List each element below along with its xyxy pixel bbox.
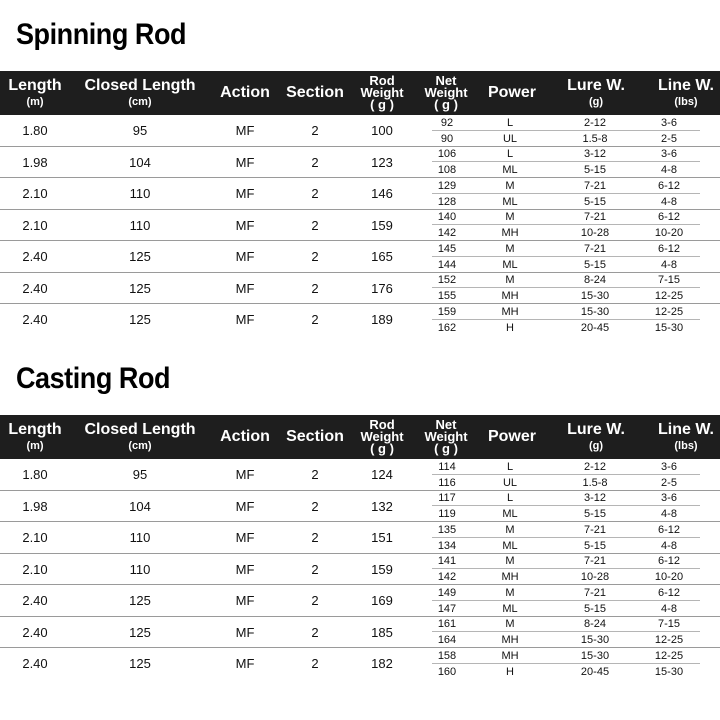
rod-weight-cell: 159: [371, 217, 393, 233]
net-weight-cell: 160: [437, 665, 457, 678]
power-cell: ML: [502, 195, 518, 208]
lure-weight-cell: 8-24: [583, 618, 607, 631]
line-weight-cell: 3-6: [661, 116, 677, 129]
variant-row: [428, 491, 700, 507]
power-cell: MH: [501, 649, 519, 662]
action-cell: MF: [235, 656, 255, 672]
length-cell: 2.40: [22, 656, 48, 672]
net-weight-cell: 147: [437, 602, 457, 615]
header-section: [280, 71, 350, 115]
section-cell: 2: [311, 624, 319, 640]
net-weight-cell: 108: [437, 164, 457, 177]
closed-length-cell: 125: [129, 249, 151, 265]
lure-weight-cell: 8-24: [583, 274, 607, 287]
net-weight-cell: 106: [437, 148, 457, 161]
lure-weight-cell: 15-30: [580, 305, 610, 318]
variant-row: [428, 241, 700, 257]
casting-rod-table: [0, 415, 720, 680]
header-rod-weight-text-1: Rod: [369, 73, 395, 88]
header-rod-weight-text-3: ( g ): [370, 441, 394, 456]
closed-length-cell: 110: [129, 530, 151, 546]
header-power: [478, 71, 546, 115]
table-row: [0, 585, 720, 617]
rod-weight-cell: 185: [371, 624, 393, 640]
length-cell: 2.40: [22, 593, 48, 609]
header-length-text-2: (m): [26, 96, 44, 108]
lure-weight-cell: 7-21: [583, 555, 607, 568]
lure-weight-cell: 5-15: [583, 164, 607, 177]
header-line-weight-text-1: Line W.: [658, 77, 714, 94]
line-weight-cell: 4-8: [661, 164, 677, 177]
line-weight-cell: 6-12: [657, 523, 681, 536]
table-body: [0, 459, 720, 680]
lure-weight-cell: 2-12: [583, 460, 607, 473]
lure-weight-cell: 10-28: [580, 571, 610, 584]
line-weight-cell: 2-5: [661, 132, 677, 145]
rod-weight-cell: 100: [371, 123, 393, 139]
net-weight-cell: 159: [437, 305, 457, 318]
variant-row: [428, 210, 700, 226]
line-weight-cell: 6-12: [657, 242, 681, 255]
header-lure-weight-text-1: Lure W.: [567, 421, 625, 438]
header-closed-length: [78, 71, 202, 115]
header-length-text-1: Length: [8, 421, 62, 438]
variant-row: [428, 648, 700, 664]
net-weight-cell: 142: [437, 227, 457, 240]
section-cell: 2: [311, 467, 319, 483]
header-power-text-1: Power: [487, 84, 536, 101]
section-cell: 2: [311, 656, 319, 672]
line-weight-cell: 6-12: [657, 211, 681, 224]
length-cell: 1.98: [22, 498, 48, 514]
header-lure-weight: [548, 415, 644, 459]
lure-weight-cell: 7-21: [583, 179, 607, 192]
header-net-weight: [414, 415, 478, 459]
header-action-text-1: Action: [220, 84, 270, 101]
header-closed-length-text-2: (cm): [128, 440, 152, 452]
header-line-weight-text-1: Line W.: [658, 421, 714, 438]
power-cell: ML: [502, 508, 518, 521]
power-cell: M: [505, 618, 515, 631]
lure-weight-cell: 5-15: [583, 258, 607, 271]
variant-row: [428, 147, 700, 163]
power-cell: MH: [501, 290, 519, 303]
header-net-weight-text-1: Net: [435, 417, 457, 432]
header-lure-weight-text-2: (g): [588, 440, 604, 452]
power-cell: L: [506, 492, 514, 505]
rod-weight-cell: 159: [371, 561, 393, 577]
power-cell: L: [506, 460, 514, 473]
variant-row: [428, 162, 700, 178]
action-cell: MF: [235, 593, 255, 609]
header-rod-weight: [350, 71, 414, 115]
table-header: [0, 415, 720, 459]
rod-weight-cell: 124: [371, 467, 393, 483]
closed-length-cell: 95: [132, 467, 148, 483]
closed-length-cell: 125: [129, 624, 151, 640]
net-weight-cell: 158: [437, 649, 457, 662]
header-rod-weight: [350, 415, 414, 459]
power-cell: ML: [502, 258, 518, 271]
action-cell: MF: [235, 249, 255, 265]
net-weight-cell: 149: [437, 586, 457, 599]
action-cell: MF: [235, 154, 255, 170]
action-cell: MF: [235, 467, 255, 483]
length-cell: 2.40: [22, 624, 48, 640]
line-weight-cell: 12-25: [654, 649, 684, 662]
table-row: [0, 459, 720, 491]
power-cell: MH: [501, 634, 519, 647]
closed-length-cell: 125: [129, 656, 151, 672]
table-row: [0, 522, 720, 554]
header-line-weight: [652, 415, 720, 459]
table-row: [0, 554, 720, 586]
variant-row: [428, 569, 700, 585]
lure-weight-cell: 1.5-8: [582, 476, 608, 489]
net-weight-cell: 145: [437, 242, 457, 255]
line-weight-cell: 3-6: [661, 492, 677, 505]
table-row: [0, 617, 720, 649]
net-weight-cell: 128: [437, 195, 457, 208]
power-cell: UL: [502, 132, 518, 145]
variant-row: [428, 288, 700, 304]
header-lure-weight-text-1: Lure W.: [567, 77, 625, 94]
header-closed-length-text-1: Closed Length: [84, 421, 196, 438]
line-weight-cell: 15-30: [654, 665, 684, 678]
variant-row: [428, 538, 700, 554]
power-cell: MH: [501, 571, 519, 584]
variant-row: [428, 320, 700, 336]
action-cell: MF: [235, 280, 255, 296]
closed-length-cell: 110: [129, 186, 151, 202]
line-weight-cell: 4-8: [661, 602, 677, 615]
length-cell: 2.10: [22, 561, 48, 577]
header-section: [280, 415, 350, 459]
rod-weight-cell: 132: [371, 498, 393, 514]
net-weight-cell: 164: [437, 634, 457, 647]
line-weight-cell: 6-12: [657, 586, 681, 599]
net-weight-cell: 155: [437, 290, 457, 303]
action-cell: MF: [235, 530, 255, 546]
variant-row: [428, 131, 700, 147]
section-cell: 2: [311, 561, 319, 577]
length-cell: 2.10: [22, 217, 48, 233]
header-closed-length-text-1: Closed Length: [84, 77, 196, 94]
header-rod-weight-text-2: Weight: [360, 429, 404, 444]
lure-weight-cell: 2-12: [583, 116, 607, 129]
variant-row: [428, 273, 700, 289]
variant-row: [428, 194, 700, 210]
length-cell: 2.10: [22, 530, 48, 546]
line-weight-cell: 10-20: [654, 571, 684, 584]
power-cell: L: [506, 148, 514, 161]
table-row: [0, 304, 720, 336]
lure-weight-cell: 5-15: [583, 508, 607, 521]
lure-weight-cell: 15-30: [580, 649, 610, 662]
header-action: [204, 415, 286, 459]
header-rod-weight-text-2: Weight: [360, 85, 404, 100]
header-length-text-1: Length: [8, 77, 62, 94]
lure-weight-cell: 5-15: [583, 195, 607, 208]
variant-row: [428, 601, 700, 617]
header-lure-weight-text-2: (g): [588, 96, 604, 108]
lure-weight-cell: 15-30: [580, 634, 610, 647]
header-length: [0, 71, 70, 115]
table-header: [0, 71, 720, 115]
net-weight-cell: 117: [438, 492, 456, 505]
table-row: [0, 273, 720, 305]
table-row: [0, 147, 720, 179]
power-cell: M: [505, 179, 515, 192]
section-cell: 2: [311, 280, 319, 296]
header-net-weight-text-2: Weight: [424, 85, 468, 100]
net-weight-cell: 162: [437, 321, 457, 334]
line-weight-cell: 4-8: [661, 195, 677, 208]
lure-weight-cell: 7-21: [583, 523, 607, 536]
closed-length-cell: 95: [132, 123, 148, 139]
lure-weight-cell: 10-28: [580, 227, 610, 240]
line-weight-cell: 3-6: [661, 460, 677, 473]
line-weight-cell: 4-8: [661, 539, 677, 552]
header-lure-weight: [548, 71, 644, 115]
header-length: [0, 415, 70, 459]
header-closed-length: [78, 415, 202, 459]
line-weight-cell: 10-20: [654, 227, 684, 240]
rod-weight-cell: 123: [371, 154, 393, 170]
variant-row: [428, 617, 700, 633]
net-weight-cell: 134: [437, 539, 457, 552]
action-cell: MF: [235, 217, 255, 233]
header-net-weight-text-2: Weight: [424, 429, 468, 444]
spinning-rod-title: Spinning Rod: [16, 18, 187, 51]
lure-weight-cell: 20-45: [580, 665, 610, 678]
length-cell: 2.10: [22, 186, 48, 202]
header-net-weight-text-3: ( g ): [434, 97, 458, 112]
power-cell: M: [505, 274, 515, 287]
rod-weight-cell: 189: [371, 312, 393, 328]
power-cell: M: [505, 211, 515, 224]
action-cell: MF: [235, 561, 255, 577]
length-cell: 1.80: [22, 467, 48, 483]
table-row: [0, 648, 720, 680]
variant-row: [428, 632, 700, 648]
header-section-text-1: Section: [286, 84, 344, 101]
length-cell: 2.40: [22, 312, 48, 328]
lure-weight-cell: 7-21: [583, 242, 607, 255]
line-weight-cell: 3-6: [661, 148, 677, 161]
header-rod-weight-text-3: ( g ): [370, 97, 394, 112]
table-row: [0, 178, 720, 210]
header-line-weight-text-2: (lbs): [674, 440, 698, 452]
net-weight-cell: 129: [437, 179, 457, 192]
table-row: [0, 491, 720, 523]
power-cell: MH: [501, 227, 519, 240]
header-rod-weight-text-1: Rod: [369, 417, 395, 432]
line-weight-cell: 15-30: [654, 321, 684, 334]
lure-weight-cell: 3-12: [583, 148, 607, 161]
net-weight-cell: 114: [438, 460, 456, 473]
variant-row: [428, 115, 700, 131]
casting-rod-title: Casting Rod: [16, 362, 171, 395]
table-body: [0, 115, 720, 336]
action-cell: MF: [235, 312, 255, 328]
line-weight-cell: 12-25: [654, 634, 684, 647]
line-weight-cell: 12-25: [654, 290, 684, 303]
spinning-rod-table: [0, 71, 720, 336]
power-cell: MH: [501, 305, 519, 318]
header-length-text-2: (m): [26, 440, 44, 452]
section-cell: 2: [311, 312, 319, 328]
line-weight-cell: 4-8: [661, 258, 677, 271]
action-cell: MF: [235, 498, 255, 514]
header-power-text-1: Power: [487, 428, 536, 445]
rod-weight-cell: 146: [371, 186, 393, 202]
rod-weight-cell: 176: [371, 280, 393, 296]
line-weight-cell: 12-25: [654, 305, 684, 318]
variant-row: [428, 304, 700, 320]
lure-weight-cell: 3-12: [583, 492, 607, 505]
power-cell: M: [505, 555, 515, 568]
net-weight-cell: 140: [437, 211, 457, 224]
power-cell: UL: [502, 476, 518, 489]
closed-length-cell: 110: [129, 561, 151, 577]
length-cell: 2.40: [22, 280, 48, 296]
variant-row: [428, 225, 700, 241]
section-cell: 2: [311, 154, 319, 170]
net-weight-cell: 161: [437, 618, 457, 631]
table-row: [0, 210, 720, 242]
closed-length-cell: 125: [129, 593, 151, 609]
power-cell: ML: [502, 539, 518, 552]
header-line-weight-text-2: (lbs): [674, 96, 698, 108]
power-cell: M: [505, 523, 515, 536]
closed-length-cell: 104: [129, 154, 151, 170]
section-cell: 2: [311, 186, 319, 202]
lure-weight-cell: 7-21: [583, 586, 607, 599]
power-cell: H: [506, 665, 514, 678]
variant-row: [428, 475, 700, 491]
power-cell: M: [505, 242, 515, 255]
section-cell: 2: [311, 498, 319, 514]
closed-length-cell: 110: [129, 217, 151, 233]
header-action: [204, 71, 286, 115]
lure-weight-cell: 20-45: [580, 321, 610, 334]
rod-weight-cell: 165: [371, 249, 393, 265]
lure-weight-cell: 5-15: [583, 539, 607, 552]
header-closed-length-text-2: (cm): [128, 96, 152, 108]
section-cell: 2: [311, 217, 319, 233]
section-cell: 2: [311, 249, 319, 265]
net-weight-cell: 119: [438, 508, 456, 521]
variant-row: [428, 522, 700, 538]
lure-weight-cell: 1.5-8: [582, 132, 608, 145]
action-cell: MF: [235, 123, 255, 139]
action-cell: MF: [235, 624, 255, 640]
variant-row: [428, 664, 700, 680]
header-net-weight: [414, 71, 478, 115]
variant-row: [428, 506, 700, 522]
length-cell: 1.80: [22, 123, 48, 139]
variant-row: [428, 554, 700, 570]
header-section-text-1: Section: [286, 428, 344, 445]
net-weight-cell: 135: [437, 523, 457, 536]
line-weight-cell: 6-12: [657, 179, 681, 192]
lure-weight-cell: 5-15: [583, 602, 607, 615]
line-weight-cell: 7-15: [657, 274, 681, 287]
length-cell: 2.40: [22, 249, 48, 265]
rod-weight-cell: 151: [371, 530, 393, 546]
header-action-text-1: Action: [220, 428, 270, 445]
net-weight-cell: 142: [437, 571, 457, 584]
header-power: [478, 415, 546, 459]
power-cell: H: [506, 321, 514, 334]
power-cell: L: [506, 116, 514, 129]
rod-weight-cell: 169: [371, 593, 393, 609]
line-weight-cell: 4-8: [661, 508, 677, 521]
net-weight-cell: 144: [437, 258, 457, 271]
closed-length-cell: 104: [129, 498, 151, 514]
power-cell: ML: [502, 602, 518, 615]
lure-weight-cell: 15-30: [580, 290, 610, 303]
header-net-weight-text-3: ( g ): [434, 441, 458, 456]
power-cell: ML: [502, 164, 518, 177]
length-cell: 1.98: [22, 154, 48, 170]
action-cell: MF: [235, 186, 255, 202]
net-weight-cell: 116: [438, 476, 456, 489]
variant-row: [428, 459, 700, 475]
line-weight-cell: 6-12: [657, 555, 681, 568]
header-line-weight: [652, 71, 720, 115]
line-weight-cell: 7-15: [657, 618, 681, 631]
section-cell: 2: [311, 123, 319, 139]
rod-weight-cell: 182: [371, 656, 393, 672]
variant-row: [428, 257, 700, 273]
net-weight-cell: 141: [437, 555, 457, 568]
section-cell: 2: [311, 593, 319, 609]
net-weight-cell: 92: [440, 116, 454, 129]
lure-weight-cell: 7-21: [583, 211, 607, 224]
variant-row: [428, 178, 700, 194]
section-cell: 2: [311, 530, 319, 546]
power-cell: M: [505, 586, 515, 599]
header-net-weight-text-1: Net: [435, 73, 457, 88]
net-weight-cell: 152: [437, 274, 457, 287]
closed-length-cell: 125: [129, 312, 151, 328]
closed-length-cell: 125: [129, 280, 151, 296]
table-row: [0, 115, 720, 147]
table-row: [0, 241, 720, 273]
variant-row: [428, 585, 700, 601]
net-weight-cell: 90: [440, 132, 454, 145]
line-weight-cell: 2-5: [661, 476, 677, 489]
